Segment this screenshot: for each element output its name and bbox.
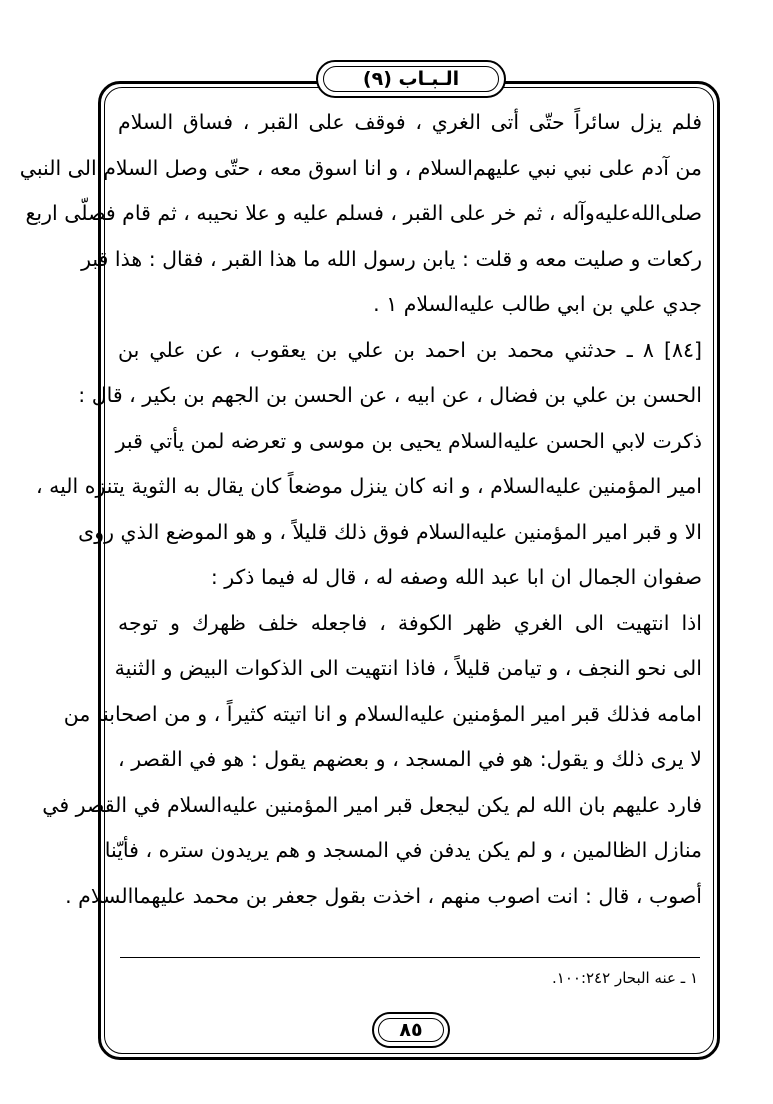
text-line: صفوان الجمال ان ابا عبد الله وصفه له ، قال له فيما ذكر : (210, 565, 702, 589)
text-line: ركعات و صليت معه و قلت : يابن رسول الله ما هذا القبر ، فقال : هذا قبر (81, 246, 702, 271)
text-line: جدي علي بن ابي طالب عليه‌السلام ١ . (373, 292, 702, 316)
text-line: لا يرى ذلك و يقول: هو في المسجد ، و بعضهم يقول : هو في القصر ، (118, 747, 702, 771)
text-line: امير المؤمنين عليه‌السلام ، و انه كان ينزل موضعاً كان يقال به الثوية يتنزه اليه ، (35, 474, 702, 498)
footnote: ١ ـ عنه البحار ١٠٠:٢٤٢. (552, 969, 698, 987)
text-line: الحسن بن علي بن فضال ، عن ابيه ، عن الحسن بن الجهم بن بكير ، قال : (78, 383, 702, 407)
text-line: صلى‌الله‌عليه‌وآله ، ثم خر على القبر ، فسلم عليه و علا نحيبه ، ثم قام فصلّى اربع (25, 201, 702, 225)
text-line: [٨٤] ٨ ـ حدثني محمد بن احمد بن علي بن يعقوب ، عن علي بن (118, 337, 703, 362)
text-line: امامه فذلك قبر امير المؤمنين عليه‌السلام و انا اتيته كثيراً ، و من اصحابنا من (63, 701, 702, 726)
text-line: من آدم على نبي نبي عليهم‌السلام ، و انا اسوق معه ، حتّى وصل السلام الى النبي (19, 155, 702, 180)
chapter-title-text: الـبـاب (٩) (362, 68, 460, 90)
text-line: ذكرت لابي الحسن عليه‌السلام يحيى بن موسى و تعرضه لمن يأتي قبر (115, 428, 702, 453)
footnote-divider (120, 957, 700, 958)
text-line: الا و قبر امير المؤمنين عليه‌السلام فوق ذلك قليلاً ، و هو الموضع الذي روى (78, 519, 702, 544)
page-number-text: ٨٥ (399, 1019, 423, 1041)
text-line: فلم يزل سائراً حتّى أتى الغري ، فوقف على القبر ، فساق السلام (118, 110, 702, 134)
text-line: الى نحو النجف ، و تيامن قليلاً ، فاذا انتهيت الى الذكوات البيض و الثنية (114, 656, 702, 680)
body-text (19, 100, 703, 919)
text-line: أصوب ، قال : انت اصوب منهم ، اخذت بقول جعفر بن محمد عليهما‌السلام . (65, 883, 702, 908)
text-line: فارد عليهم بان الله لم يكن ليجعل قبر امير المؤمنين عليه‌السلام في القصر في (42, 792, 702, 817)
page-number (372, 1012, 450, 1048)
text-line: اذا انتهيت الى الغري ظهر الكوفة ، فاجعله خلف ظهرك و توجه (118, 610, 702, 635)
text-line: منازل الظالمين ، و لم يكن يدفن في المسجد و هم يريدون ستره ، فأيّنا (104, 838, 702, 862)
chapter-title (316, 60, 506, 98)
